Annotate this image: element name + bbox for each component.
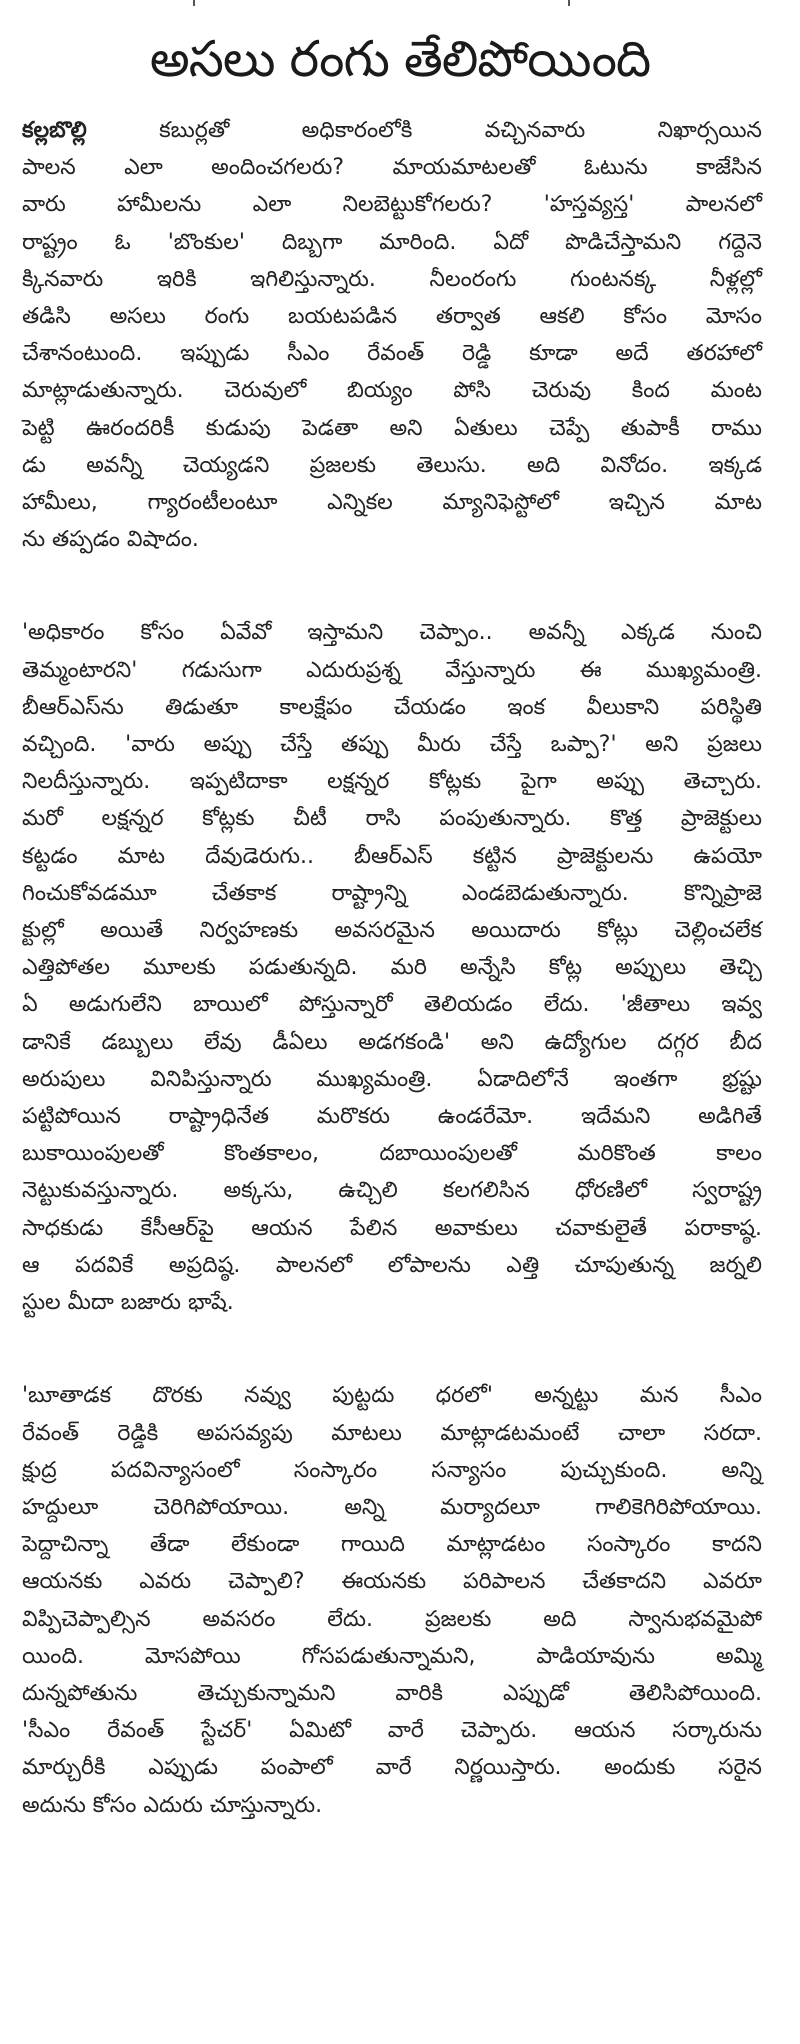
text-line: డు అవన్నీ చెయ్యడని ప్రజలకు తెలుసు. అది వినోదం. ఇక్కడ — [22, 452, 762, 478]
text-line: డానికే డబ్బులు లేవు డీఏలు అడగకండి' అని ఉద్యోగుల దగ్గర బీద — [22, 1029, 762, 1055]
text-line: ఎత్తిపోతల మూలకు పడుతున్నది. మరి అన్నేసి కోట్ల అప్పులు తెచ్చి — [22, 955, 762, 981]
text-line: మార్చురీకి ఎప్పుడు పంపాలో వారే నిర్ణయిస్తారు. అందుకు సరైన — [22, 1755, 762, 1781]
text-line: నిలదీస్తున్నారు. ఇప్పటిదాకా లక్షన్నర కోట్లకు పైగా అప్పు తెచ్చారు. — [22, 769, 762, 795]
paragraph-2 — [22, 614, 762, 1321]
text-line: క్షుద్ర పదవిన్యాసంలో సంస్కారం సన్యాసం పుచ్చుకుంది. అన్ని — [22, 1457, 762, 1483]
text-line: క్కినవారు ఇరికి ఇగిలిస్తున్నారు. నీలంరంగు గుంటనక్క నీళ్లల్లో — [22, 266, 762, 292]
top-rule-left — [193, 0, 195, 6]
text-line: విప్పిచెప్పాల్సిన అవసరం లేదు. ప్రజలకు అది స్వానుభవమైపో — [22, 1606, 762, 1632]
text-line: దున్నపోతును తెచ్చుకున్నామని వారికి ఎప్పుడో తెలిసిపోయింది. — [22, 1680, 762, 1706]
text-line: సాధకుడు కేసీఆర్‌పై ఆయన పేలిన అవాకులు చవాకులైతే పరాకాష్ఠ. — [22, 1215, 762, 1241]
text-line: చేశానంటుంది. ఇప్పుడు సీఎం రేవంత్ రెడ్డి కూడా అదే తరహాలో — [22, 341, 762, 367]
text-line: మరో లక్షన్నర కోట్లకు చీటీ రాసి పంపుతున్నారు. కొత్త ప్రాజెక్టులు — [22, 806, 762, 832]
text-line: 'సీఎం రేవంత్ స్టేచర్' ఏమిటో వారే చెప్పారు. ఆయన సర్కారును — [22, 1718, 762, 1744]
text-line: స్టుల మీదా బజారు భాషే. — [22, 1290, 234, 1316]
text-line: కట్టడం మాట దేవుడెరుగు.. బీఆర్ఎస్ కట్టిన ప్రాజెక్టులను ఉపయో — [22, 843, 762, 869]
paragraph-3 — [22, 1377, 762, 1823]
text-line: అదును కోసం ఎదురు చూస్తున్నారు. — [22, 1792, 323, 1818]
top-rule-right — [568, 0, 570, 6]
paragraph-1 — [22, 112, 762, 558]
text-line: పట్టిపోయిన రాష్ట్రాధినేత మరొకరు ఉండరేమో. ఇదేమని అడిగితే — [22, 1104, 762, 1130]
text-line-rest: కబుర్లతో అధికారంలోకి వచ్చినవారు నిఖార్సయిన — [86, 118, 762, 143]
paragraph-spacer — [22, 1321, 762, 1377]
lead-word: కల్లబొల్లి — [22, 118, 87, 143]
article-body — [22, 112, 762, 1824]
text-line — [22, 112, 762, 149]
text-line: 'అధికారం కోసం ఏవేవో ఇస్తామని చెప్పాం.. అవన్నీ ఎక్కడ నుంచి — [22, 620, 762, 646]
text-line: ను తప్పడం విషాదం. — [22, 527, 199, 553]
paragraph-spacer — [22, 558, 762, 614]
text-line: హద్దులూ చెరిగిపోయాయి. అన్ని మర్యాదలూ గాలికెగిరిపోయాయి. — [22, 1494, 762, 1520]
text-line: వచ్చింది. 'వారు అప్పు చేస్తే తప్పు మీరు చేస్తే ఒప్పా?' అని ప్రజలు — [22, 732, 762, 758]
text-line: తెమ్మంటారని' గడుసుగా ఎదురుప్రశ్న వేస్తున్నారు ఈ ముఖ్యమంత్రి. — [22, 657, 762, 683]
text-line: నెట్టుకువస్తున్నారు. అక్కసు, ఉచ్చిలి కలగలిసిన ధోరణిలో స్వరాష్ట్ర — [22, 1178, 762, 1204]
text-line: పాలన ఎలా అందించగలరు? మాయమాటలతో ఓటును కాజేసిన — [22, 155, 762, 181]
text-line: గించుకోవడమూ చేతకాక రాష్ట్రాన్ని ఎండబెడుతున్నారు. కొన్నిప్రాజె — [22, 880, 762, 906]
text-line: బీఆర్ఎస్‌ను తిడుతూ కాలక్షేపం చేయడం ఇంక వీలుకాని పరిస్థితి — [22, 694, 762, 720]
text-line: మాట్లాడుతున్నారు. చెరువులో బియ్యం పోసి చెరువు కింద మంట — [22, 378, 762, 404]
text-line: వారు హామీలను ఎలా నిలబెట్టుకోగలరు? 'హస్తవ్యస్త' పాలనలో — [22, 192, 762, 218]
text-line: పెద్దాచిన్నా తేడా లేకుండా గాయిది మాట్లాడటం సంస్కారం కాదని — [22, 1532, 762, 1558]
text-line: క్టుల్లో అయితే నిర్వహణకు అవసరమైన అయిదారు కోట్లు చెల్లించలేక — [22, 918, 762, 944]
text-line: బుకాయింపులతో కొంతకాలం, దబాయింపులతో మరికొంత కాలం — [22, 1141, 762, 1167]
text-line: పెట్టి ఊరందరికీ కుడుపు పెడతా అని ఏతులు చెప్పే తుపాకీ రాము — [22, 415, 762, 441]
text-line: యింది. మోసపోయి గోసపడుతున్నామని, పాడియావును అమ్మి — [22, 1643, 762, 1669]
text-line: ఆ పదవికే అప్రదిష్ఠ. పాలనలో లోపాలను ఎత్తి చూపుతున్న జర్నలి — [22, 1252, 762, 1278]
text-line: ఆయనకు ఎవరు చెప్పాలి? ఈయనకు పరిపాలన చేతకాదని ఎవరూ — [22, 1569, 762, 1595]
text-line: రేవంత్ రెడ్డికి అపసవ్యపు మాటలు మాట్లాడటమంటే చాలా సరదా. — [22, 1420, 762, 1446]
text-line: తడిసి అసలు రంగు బయటపడిన తర్వాత ఆకలి కోసం మోసం — [22, 304, 762, 330]
text-line: అరుపులు వినిపిస్తున్నారు ముఖ్యమంత్రి. ఏడాదిలోనే ఇంతగా భ్రష్టు — [22, 1066, 762, 1092]
text-line: 'బూతాడక దొరకు నవ్వు పుట్టదు ధరలో' అన్నట్టు మన సీఎం — [22, 1383, 762, 1409]
text-line: రాష్ట్రం ఓ 'బొంకుల' దిబ్బగా మారింది. ఏదో పొడిచేస్తామని గద్దెనె — [22, 229, 762, 255]
text-line: హామీలు, గ్యారంటీలంటూ ఎన్నికల మ్యానిఫెస్టోలో ఇచ్చిన మాట — [22, 490, 762, 516]
headline: అసలు రంగు తేలిపోయింది — [149, 30, 651, 88]
text-line: ఏ అడుగులేని బాయిలో పోస్తున్నారో తెలియడం లేదు. 'జీతాలు ఇవ్వ — [22, 992, 762, 1018]
